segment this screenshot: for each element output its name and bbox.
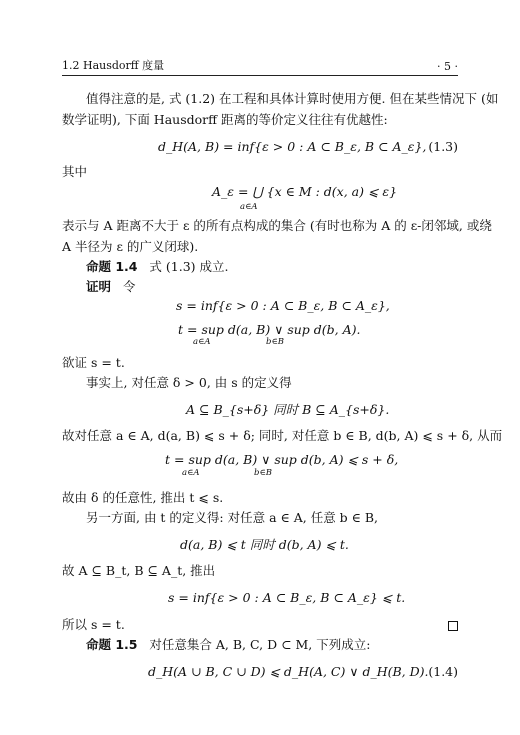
qed-square-icon <box>448 621 458 631</box>
proposition-1-4 <box>86 259 228 275</box>
paragraph-line: 值得注意的是, 式 (1.2) 在工程和具体计算时使用方便. 但在某些情况下 (如 <box>86 91 499 106</box>
sup-subscript: b∈B <box>266 337 284 347</box>
paragraph-line: A 半径为 ε 的广义闭球). <box>62 239 199 254</box>
sup-subscript: a∈A <box>182 468 200 478</box>
paragraph-line: 其中 <box>62 164 88 179</box>
equation-number: (1.3) <box>428 139 458 154</box>
equation-subset: A ⊆ B_{s+δ} 同时 B ⊆ A_{s+δ}. <box>186 402 390 417</box>
proposition-1-5 <box>86 637 370 653</box>
paragraph-line: 表示与 A 距离不大于 ε 的所有点构成的集合 (有时也称为 A 的 ε-闭邻域, 或绕 <box>62 218 492 233</box>
paragraph-line: 故对任意 a ∈ A, d(a, B) ⩽ s + δ; 同时, 对任意 b ∈ B, d(b, A) ⩽ s + δ, 从而 <box>62 428 503 443</box>
paragraph-line: 所以 s = t. <box>62 617 125 632</box>
union-subscript: a∈A <box>240 202 258 212</box>
equation-s-bound: s = inf{ε > 0 : A ⊂ B_ε, B ⊂ A_ε} ⩽ t. <box>168 590 406 605</box>
proof-label: 证明 <box>86 279 112 294</box>
paragraph-line: 故由 δ 的任意性, 推出 t ⩽ s. <box>62 490 224 505</box>
equation-1-3: d_H(A, B) = inf{ε > 0 : A ⊂ B_ε, B ⊂ A_ε}, <box>158 139 427 154</box>
equation-d: d(a, B) ⩽ t 同时 d(b, A) ⩽ t. <box>180 537 349 552</box>
paragraph-line: 欲证 s = t. <box>62 355 125 370</box>
paragraph-line: 另一方面, 由 t 的定义得: 对任意 a ∈ A, 任意 b ∈ B, <box>86 510 379 525</box>
equation-1-4: d_H(A ∪ B, C ∪ D) ⩽ d_H(A, C) ∨ d_H(B, D). <box>148 664 429 679</box>
proof-text: 令 <box>122 279 136 294</box>
proposition-text: 对任意集合 A, B, C, D ⊂ M, 下列成立: <box>149 637 371 652</box>
proposition-label: 命题 1.4 <box>86 259 138 274</box>
paragraph-line: 数学证明), 下面 Hausdorff 距离的等价定义往往有优越性: <box>62 112 388 127</box>
running-header <box>62 55 458 76</box>
equation-a-epsilon: A_ε = ⋃ {x ∈ M : d(x, a) ⩽ ε} <box>212 184 398 199</box>
paragraph-line: 故 A ⊆ B_t, B ⊆ A_t, 推出 <box>62 563 216 578</box>
header-page-number: · 5 · <box>437 60 458 73</box>
proposition-label: 命题 1.5 <box>86 637 138 652</box>
equation-number: (1.4) <box>428 664 458 679</box>
proof-start <box>86 279 135 295</box>
equation-s: s = inf{ε > 0 : A ⊂ B_ε, B ⊂ A_ε}, <box>176 298 390 313</box>
proposition-text: 式 (1.3) 成立. <box>149 259 229 274</box>
sup-subscript: b∈B <box>254 468 272 478</box>
equation-t-bound: t = sup d(a, B) ∨ sup d(b, A) ⩽ s + δ, <box>165 452 399 467</box>
paragraph-line: 事实上, 对任意 δ > 0, 由 s 的定义得 <box>86 375 292 390</box>
equation-t: t = sup d(a, B) ∨ sup d(b, A). <box>178 322 361 337</box>
sup-subscript: a∈A <box>193 337 211 347</box>
header-section: 1.2 Hausdorff 度量 <box>62 59 165 72</box>
